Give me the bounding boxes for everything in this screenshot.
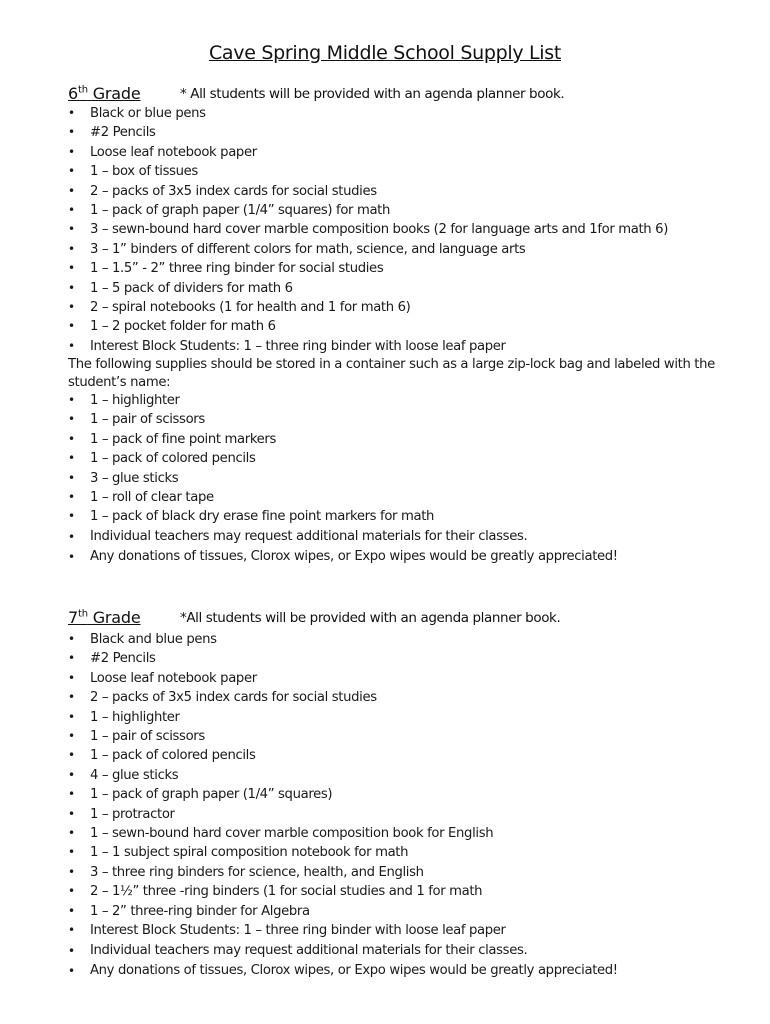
bullet-icon: • [68, 632, 75, 646]
grade-6-supply-list [68, 104, 748, 356]
list-item [68, 649, 748, 668]
bullet-icon: • [68, 241, 75, 256]
list-item [68, 391, 748, 410]
grade-6-suffix: th [77, 84, 88, 96]
bullet-icon: • [68, 690, 75, 705]
list-item [68, 688, 748, 707]
list-item [68, 547, 748, 568]
list-item [68, 727, 748, 746]
grade-6-planner-note: * All students will be provided with an agenda planner book. [180, 86, 565, 102]
list-item [68, 337, 748, 356]
list-item-text: 1 – pack of black dry erase fine point markers for math [90, 509, 435, 525]
bullet-icon: • [68, 144, 75, 159]
list-item [68, 785, 748, 804]
bullet-icon: • [68, 106, 75, 120]
grade-6-container-list [68, 391, 748, 568]
list-item-text: 1 – box of tissues [90, 164, 198, 180]
list-item-text: 1 – protractor [90, 806, 175, 822]
bullet-icon: • [68, 806, 75, 821]
bullet-icon: • [68, 125, 75, 140]
list-item-text: 3 – three ring binders for science, health, and English [90, 864, 424, 880]
list-item-text: Interest Block Students: 1 – three ring binder with loose leaf paper [90, 338, 506, 354]
bullet-icon: • [68, 884, 75, 899]
list-item-text: 1 – pack of graph paper (1/4” squares) for math [90, 203, 391, 219]
bullet-icon: • [68, 490, 75, 505]
list-item-text: 1 – 2” three-ring binder for Algebra [90, 903, 310, 919]
list-item-text: 1 – pack of colored pencils [90, 451, 256, 467]
list-item [68, 507, 748, 526]
list-item-text: Loose leaf notebook paper [90, 144, 257, 160]
list-item [68, 201, 748, 220]
list-item [68, 921, 748, 940]
grade-6-label [68, 84, 141, 103]
bullet-icon: • [68, 923, 75, 938]
list-item-text: 1 – 1.5” - 2” three ring binder for social studies [90, 261, 384, 277]
bullet-icon: • [68, 943, 75, 958]
bullet-icon: • [68, 431, 75, 446]
list-item-text: 3 – glue sticks [90, 470, 179, 486]
list-item-text: Black and blue pens [90, 632, 217, 647]
list-item [68, 527, 748, 548]
grade-7-label [68, 608, 141, 627]
bullet-icon: • [68, 183, 75, 198]
list-item-text: 3 – 1” binders of different colors for math, science, and language arts [90, 241, 526, 257]
bullet-icon: • [68, 393, 75, 407]
bullet-icon: • [68, 748, 75, 763]
bullet-icon: • [68, 280, 75, 295]
bullet-icon: • [68, 319, 75, 334]
bullet-icon: • [68, 964, 75, 978]
page-title: Cave Spring Middle School Supply List [208, 42, 562, 64]
grade-7-header [68, 608, 561, 630]
list-item [68, 882, 748, 901]
list-item-text: 1 – pair of scissors [90, 412, 205, 428]
list-item-text: 1 – sewn-bound hard cover marble composition book for English [90, 826, 494, 842]
list-item-text: Any donations of tissues, Clorox wipes, or Expo wipes would be greatly appreciated! [90, 963, 618, 978]
list-item [68, 220, 748, 239]
bullet-icon: • [68, 651, 75, 666]
list-item [68, 941, 748, 962]
list-item [68, 162, 748, 181]
list-item [68, 430, 748, 449]
list-item-text: 3 – sewn-bound hard cover marble composition books (2 for language arts and 1for math 6) [90, 222, 668, 238]
grade-6-number: 6 [68, 84, 78, 103]
list-item-text: Interest Block Students: 1 – three ring binder with loose leaf paper [90, 923, 506, 939]
bullet-icon: • [68, 300, 75, 315]
list-item-text: 1 – pack of fine point markers [90, 431, 277, 447]
list-item [68, 824, 748, 843]
bullet-icon: • [68, 903, 75, 918]
grade-7-number: 7 [68, 608, 78, 627]
list-item [68, 449, 748, 468]
bullet-icon: • [68, 767, 75, 782]
list-item [68, 488, 748, 507]
list-item-text: 1 – pack of graph paper (1/4” squares) [90, 787, 333, 803]
grade-6-container-note: The following supplies should be stored in a container such as a large zip-lock bag and labeled with the student’s name: [68, 357, 715, 390]
list-item-text: 1 – highlighter [90, 709, 180, 725]
list-item [68, 630, 748, 649]
list-item [68, 766, 748, 785]
bullet-icon: • [68, 709, 75, 724]
list-item-text: Loose leaf notebook paper [90, 670, 257, 686]
list-item [68, 669, 748, 688]
list-item [68, 240, 748, 259]
list-item [68, 104, 748, 123]
list-item-text: 1 – pack of colored pencils [90, 748, 256, 764]
list-item [68, 708, 748, 727]
bullet-icon: • [68, 670, 75, 685]
bullet-icon: • [68, 412, 75, 427]
bullet-icon: • [68, 550, 75, 565]
list-item [68, 469, 748, 488]
list-item [68, 863, 748, 882]
list-item-text: 2 – packs of 3x5 index cards for social studies [90, 183, 377, 199]
list-item-text: 1 – roll of clear tape [90, 490, 214, 506]
list-item [68, 961, 748, 982]
bullet-icon: • [68, 529, 75, 544]
list-item-text: Any donations of tissues, Clorox wipes, or Expo wipes would be greatly appreciated! [90, 549, 618, 565]
list-item [68, 317, 748, 336]
grade-7-word: Grade [87, 608, 141, 627]
list-item-text: 4 – glue sticks [90, 767, 179, 783]
bullet-icon: • [68, 203, 75, 218]
bullet-icon: • [68, 338, 75, 353]
bullet-icon: • [68, 787, 75, 802]
list-item [68, 143, 748, 162]
list-item-text: Individual teachers may request additional materials for their classes. [90, 942, 528, 958]
grade-6-header [68, 84, 565, 106]
list-item [68, 123, 748, 142]
list-item [68, 746, 748, 765]
list-item [68, 182, 748, 201]
bullet-icon: • [68, 845, 75, 860]
list-item [68, 259, 748, 278]
list-item-text: 2 – 1½” three -ring binders (1 for social studies and 1 for math [90, 884, 483, 900]
list-item [68, 843, 748, 862]
grade-7-supply-list [68, 630, 748, 982]
bullet-icon: • [68, 509, 75, 524]
list-item-text: 2 – packs of 3x5 index cards for social studies [90, 690, 377, 706]
bullet-icon: • [68, 864, 75, 879]
bullet-icon: • [68, 261, 75, 276]
list-item-text: Black or blue pens [90, 106, 206, 121]
list-item-text: 2 – spiral notebooks (1 for health and 1 for math 6) [90, 300, 411, 316]
list-item-text: 1 – pair of scissors [90, 729, 205, 745]
bullet-icon: • [68, 222, 75, 237]
list-item [68, 298, 748, 317]
list-item-text: 1 – 5 pack of dividers for math 6 [90, 280, 293, 296]
bullet-icon: • [68, 164, 75, 179]
list-item-text: 1 – 2 pocket folder for math 6 [90, 319, 276, 335]
list-item-text: Individual teachers may request additional materials for their classes. [90, 528, 528, 544]
list-item [68, 279, 748, 298]
grade-7-planner-note: *All students will be provided with an agenda planner book. [180, 610, 561, 626]
list-item [68, 805, 748, 824]
list-item-text: #2 Pencils [90, 651, 156, 667]
grade-6-word: Grade [87, 84, 141, 103]
list-item-text: #2 Pencils [90, 125, 156, 141]
list-item-text: 1 – 1 subject spiral composition notebook for math [90, 845, 409, 861]
list-item-text: 1 – highlighter [90, 393, 180, 408]
list-item [68, 902, 748, 921]
list-item [68, 410, 748, 429]
bullet-icon: • [68, 729, 75, 744]
bullet-icon: • [68, 451, 75, 466]
bullet-icon: • [68, 826, 75, 841]
grade-7-suffix: th [77, 608, 88, 620]
bullet-icon: • [68, 470, 75, 485]
